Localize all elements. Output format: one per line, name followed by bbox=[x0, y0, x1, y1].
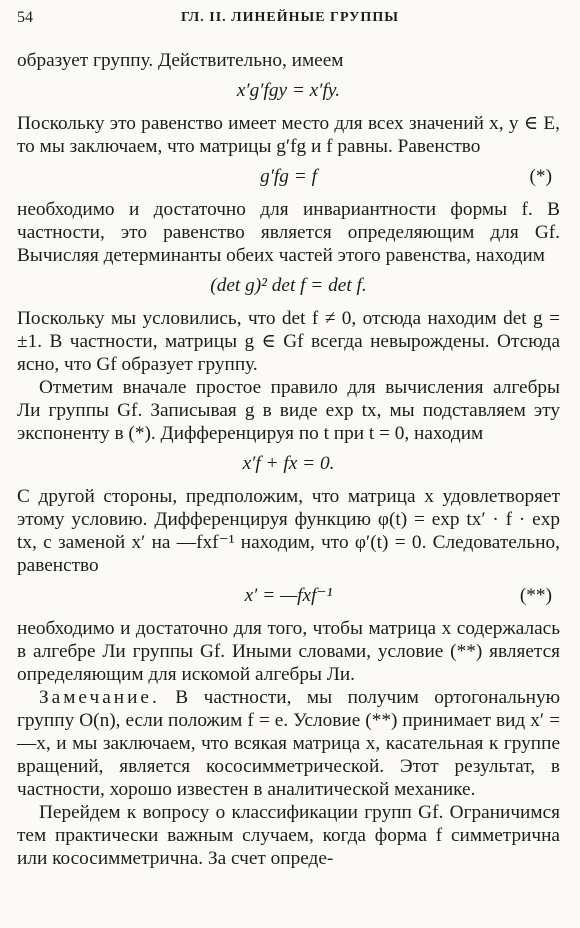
page-header bbox=[17, 9, 563, 31]
remark-text: В частности, мы получим ортогональную группу O(n), если положим f = e. Условие (**) принимает вид x′ = —x, и мы заключаем, что всякая матрица x, касательная к группе вращений, является кососимметрической. Этот результат, в частности, хорошо известен в аналитической механике. bbox=[17, 687, 560, 800]
formula-double-star bbox=[17, 583, 560, 609]
formula bbox=[17, 78, 560, 104]
paragraph: Перейдем к вопросу о классификации групп Gf. Ограничимся тем практически важным случаем, когда форма f симметрична или кососимметрична. За счет опреде- bbox=[17, 802, 560, 869]
running-head: ГЛ. II. ЛИНЕЙНЫЕ ГРУППЫ bbox=[181, 10, 399, 25]
formula bbox=[17, 273, 560, 299]
formula-text: x′g′fgy = x′fy. bbox=[236, 80, 341, 101]
paragraph: Отметим вначале простое правило для вычисления алгебры Ли группы Gf. Записывая g в виде exp tx, мы подставляем эту экспоненту в (*). Дифференцируя по t при t = 0, находим bbox=[17, 377, 560, 444]
page-number: 54 bbox=[17, 9, 33, 26]
formula-tag: (**) bbox=[519, 585, 552, 606]
paragraph: С другой стороны, предположим, что матрица x удовлетворяет этому условию. Дифференцируя функцию φ(t) = exp tx′ · f · exp tx, с заменой x′ на —fxf⁻¹ находим, что φ′(t) = 0. Следовательно, равенство bbox=[17, 486, 560, 576]
paragraph: Поскольку мы условились, что det f ≠ 0, отсюда находим det g = ±1. В частности, матрицы g ∈ Gf всегда невырождены. Отсюда ясно, что Gf образует группу. bbox=[17, 308, 560, 375]
page-body bbox=[17, 49, 560, 870]
formula-text: g′fg = f bbox=[260, 166, 317, 187]
paragraph: образует группу. Действительно, имеем bbox=[17, 50, 344, 71]
formula-text: (det g)² det f = det f. bbox=[210, 275, 367, 296]
paragraph: Поскольку это равенство имеет место для всех значений x, y ∈ E, то мы заключаем, что матрицы g′fg и f равны. Равенство bbox=[17, 113, 560, 157]
remark-paragraph bbox=[17, 686, 560, 801]
remark-label: Замечание. bbox=[39, 687, 160, 708]
formula-text: x′f + fx = 0. bbox=[242, 453, 335, 474]
paragraph: необходимо и достаточно для того, чтобы матрица x содержалась в алгебре Ли группы Gf. Иными словами, условие (**) является определяющим для искомой алгебры Ли. bbox=[17, 618, 560, 685]
formula-text: x′ = —fxf⁻¹ bbox=[244, 585, 333, 606]
formula bbox=[17, 451, 560, 477]
formula-star bbox=[17, 164, 560, 190]
formula-tag: (*) bbox=[529, 166, 552, 187]
paragraph: необходимо и достаточно для инвариантности формы f. В частности, это равенство является определяющим для Gf. Вычисляя детерминанты обеих частей этого равенства, находим bbox=[17, 199, 560, 266]
